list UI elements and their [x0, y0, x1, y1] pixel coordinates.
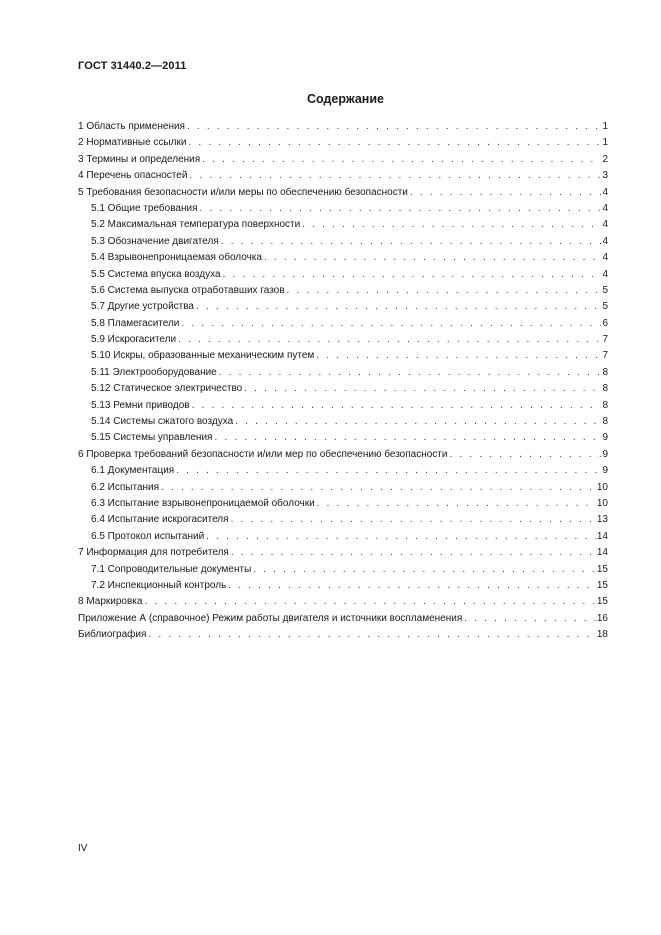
toc-entry-label: 5.8 Пламегасители [91, 317, 180, 329]
toc-entry-page: 8 [602, 383, 608, 395]
toc-entry-page: 10 [596, 497, 608, 509]
toc-leader-dots [187, 119, 601, 135]
toc-leader-dots [200, 201, 602, 217]
toc-entry-page: 8 [602, 416, 608, 428]
toc-entry-label: 7.2 Инспекционный контроль [91, 579, 227, 591]
toc-entry-label: 3 Термины и определения [78, 153, 201, 165]
toc-entry-page: 3 [602, 170, 608, 182]
toc-entry-page: 7 [602, 334, 608, 346]
toc-entry-page: 10 [596, 481, 608, 493]
toc-entry [78, 168, 608, 184]
toc-entry-label: 6.4 Испытание искрогасителя [91, 514, 229, 526]
toc-entry-label: 6.3 Испытание взрывонепроницаемой оболочки [91, 497, 315, 509]
toc-leader-dots [244, 381, 601, 397]
toc-entry-label: 5.11 Электрооборудование [91, 366, 217, 378]
toc-entry-label: 5.6 Система выпуска отработавших газов [91, 284, 285, 296]
toc-entry [78, 348, 608, 364]
toc-entry [78, 316, 608, 332]
toc-entry-page: 15 [596, 579, 608, 591]
toc-entry-label: 5.9 Искрогасители [91, 334, 177, 346]
toc-entry [78, 480, 608, 496]
toc-entry [78, 496, 608, 512]
toc-entry-label: 6 Проверка требований безопасности и/или мер по обеспечению безопасности [78, 448, 448, 460]
toc-entry [78, 332, 608, 348]
toc-entry-label: 5.3 Обозначение двигателя [91, 235, 219, 247]
toc-leader-dots [231, 512, 596, 528]
toc-entry-label: 5.1 Общие требования [91, 202, 198, 214]
toc-entry-page: 9 [602, 448, 608, 460]
toc-leader-dots [264, 250, 601, 266]
table-of-contents [78, 119, 608, 644]
toc-entry-label: 5.2 Максимальная температура поверхности [91, 219, 301, 231]
toc-entry-label: 7 Информация для потребителя [78, 547, 229, 559]
toc-entry [78, 217, 608, 233]
toc-entry-label: 8 Маркировка [78, 596, 143, 608]
toc-entry-label: 2 Нормативные ссылки [78, 137, 187, 149]
toc-entry-page: 2 [602, 153, 608, 165]
toc-leader-dots [144, 594, 595, 610]
toc-leader-dots [316, 348, 601, 364]
toc-entry-label: 7.1 Сопроводительные документы [91, 563, 252, 575]
toc-entry [78, 578, 608, 594]
toc-entry-label: 5.10 Искры, образованные механическим путем [91, 350, 315, 362]
toc-title: Содержание [306, 92, 384, 106]
toc-entry-label: 6.5 Протокол испытаний [91, 530, 205, 542]
toc-entry [78, 185, 608, 201]
toc-entry-page: 4 [602, 268, 608, 280]
toc-leader-dots [221, 234, 602, 250]
toc-entry-page: 15 [596, 563, 608, 575]
toc-entry [78, 529, 608, 545]
toc-entry [78, 627, 608, 643]
toc-entry-page: 7 [602, 350, 608, 362]
toc-entry-label: 6.1 Документация [91, 465, 175, 477]
toc-entry-page: 18 [596, 629, 608, 641]
toc-leader-dots [449, 447, 601, 463]
toc-entry-label: 5.14 Системы сжатого воздуха [91, 416, 234, 428]
toc-entry-page: 13 [596, 514, 608, 526]
toc-leader-dots [148, 627, 595, 643]
toc-entry [78, 267, 608, 283]
toc-entry-page: 16 [596, 612, 608, 624]
toc-entry-label: 5.15 Системы управления [91, 432, 213, 444]
toc-entry-label: 5.5 Система впуска воздуха [91, 268, 221, 280]
toc-entry-page: 9 [602, 432, 608, 444]
toc-entry-label: 1 Область применения [78, 121, 185, 132]
toc-entry-page: 1 [602, 137, 608, 149]
toc-entry-page: 4 [602, 219, 608, 231]
toc-entry [78, 611, 608, 627]
toc-entry-page: 8 [602, 399, 608, 411]
toc-entry-page: 4 [602, 235, 608, 247]
toc-entry-page: 5 [602, 284, 608, 296]
toc-entry-page: 1 [602, 121, 608, 132]
toc-entry-label: Приложение А (справочное) Режим работы двигателя и источники воспламенения [78, 612, 463, 624]
toc-leader-dots [161, 480, 596, 496]
toc-leader-dots [235, 414, 601, 430]
toc-leader-dots [189, 168, 601, 184]
toc-entry [78, 119, 608, 135]
toc-entry [78, 250, 608, 266]
toc-entry-page: 9 [602, 465, 608, 477]
toc-leader-dots [192, 398, 602, 414]
toc-entry [78, 398, 608, 414]
toc-leader-dots [178, 332, 601, 348]
toc-leader-dots [206, 529, 596, 545]
toc-entry-page: 5 [602, 301, 608, 313]
toc-entry [78, 152, 608, 168]
toc-entry-label: 5 Требования безопасности и/или меры по обеспечению безопасности [78, 186, 408, 198]
toc-leader-dots [219, 365, 602, 381]
toc-entry-label: 5.4 Взрывонепроницаемая оболочка [91, 252, 262, 264]
toc-leader-dots [214, 430, 601, 446]
page-number: IV [78, 843, 88, 854]
toc-leader-dots [181, 316, 601, 332]
toc-entry [78, 545, 608, 561]
toc-leader-dots [253, 562, 596, 578]
toc-leader-dots [202, 152, 601, 168]
toc-leader-dots [287, 283, 602, 299]
toc-leader-dots [231, 545, 596, 561]
toc-entry-page: 4 [602, 252, 608, 264]
toc-entry [78, 512, 608, 528]
toc-entry [78, 135, 608, 151]
toc-entry-label: 5.7 Другие устройства [91, 301, 194, 313]
toc-entry [78, 430, 608, 446]
toc-entry [78, 201, 608, 217]
toc-entry-label: 5.13 Ремни приводов [91, 399, 190, 411]
toc-entry-label: 6.2 Испытания [91, 481, 160, 493]
toc-entry-page: 4 [602, 186, 608, 198]
toc-entry [78, 381, 608, 397]
toc-entry-page: 4 [602, 202, 608, 214]
toc-leader-dots [176, 463, 601, 479]
document-code: ГОСТ 31440.2—2011 [78, 60, 187, 72]
toc-entry [78, 594, 608, 610]
toc-entry-label: 5.12 Статическое электричество [91, 383, 243, 395]
toc-leader-dots [317, 496, 596, 512]
toc-leader-dots [302, 217, 601, 233]
toc-entry [78, 299, 608, 315]
toc-leader-dots [410, 185, 602, 201]
toc-entry [78, 283, 608, 299]
toc-entry-page: 8 [602, 366, 608, 378]
toc-entry [78, 447, 608, 463]
toc-entry-label: 4 Перечень опасностей [78, 170, 188, 182]
toc-entry [78, 414, 608, 430]
toc-leader-dots [188, 135, 601, 151]
toc-entry-page: 14 [596, 530, 608, 542]
toc-entry-label: Библиография [78, 629, 147, 641]
toc-leader-dots [228, 578, 596, 594]
toc-entry-page: 15 [596, 596, 608, 608]
toc-entry-page: 6 [602, 317, 608, 329]
toc-entry [78, 562, 608, 578]
toc-entry-page: 14 [596, 547, 608, 559]
toc-leader-dots [464, 611, 596, 627]
toc-entry [78, 463, 608, 479]
toc-entry [78, 365, 608, 381]
toc-entry [78, 234, 608, 250]
toc-leader-dots [196, 299, 601, 315]
toc-leader-dots [223, 267, 602, 283]
